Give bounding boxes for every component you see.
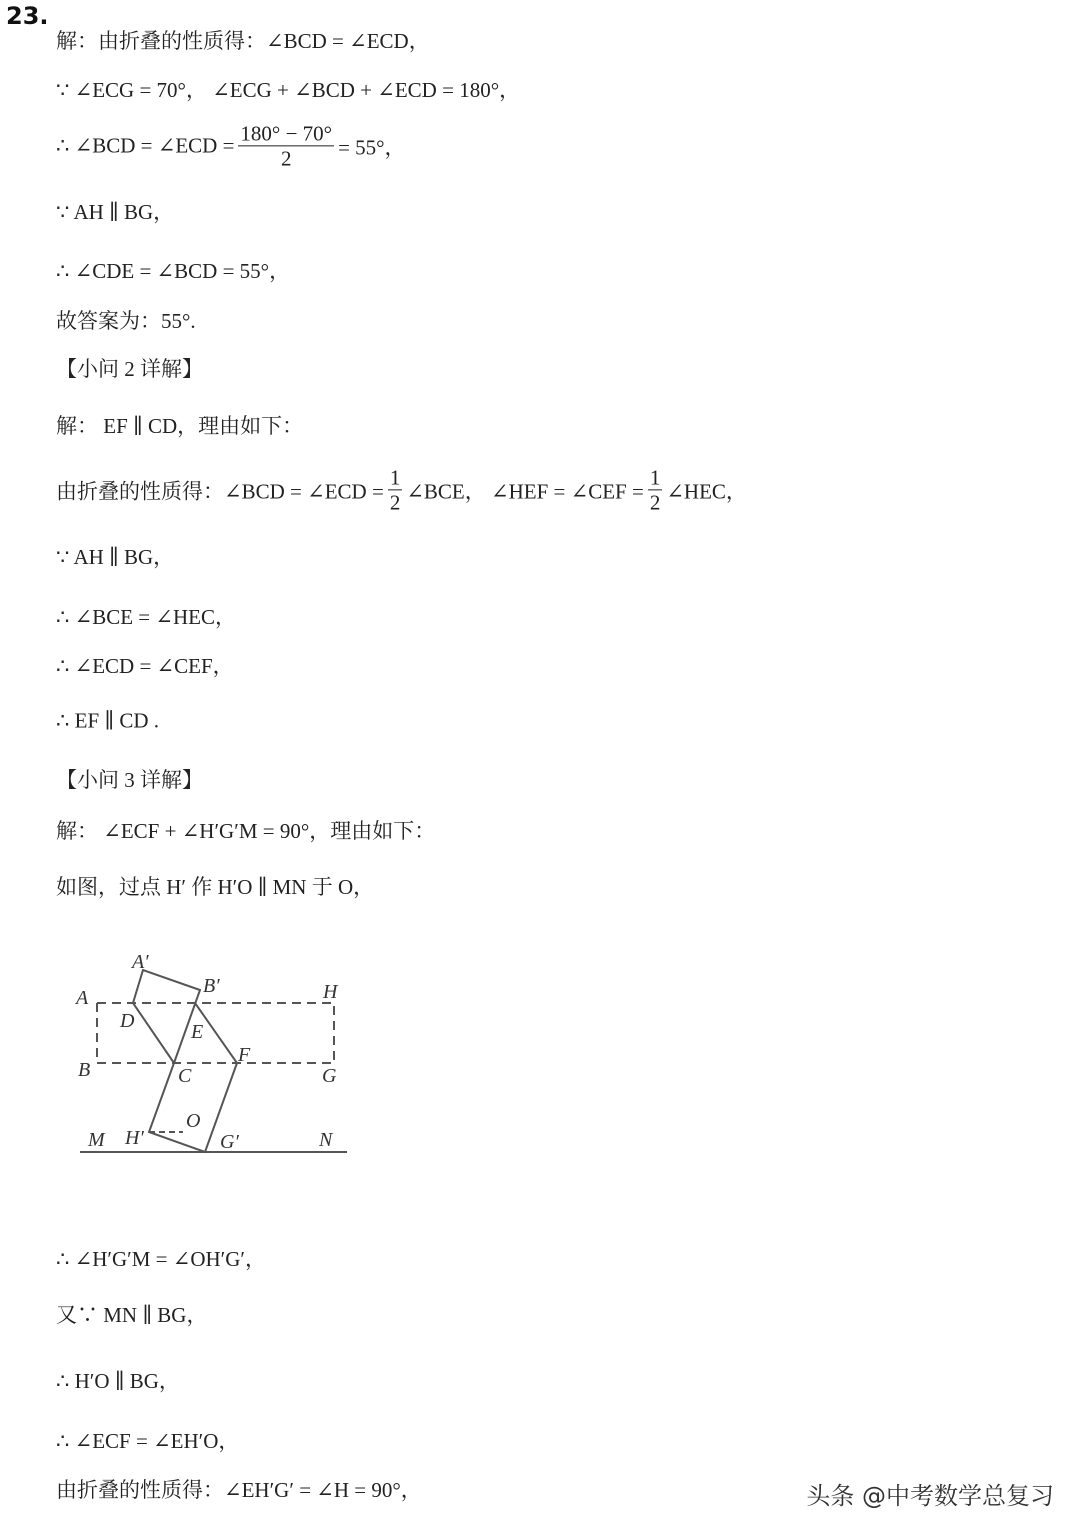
text-segment: ∠BCE， ∠HEF = ∠CEF = <box>406 479 644 503</box>
text-segment: 【小问 3 详解】 <box>56 768 203 792</box>
text-segment: ∴ EF ∥ CD . <box>56 708 159 733</box>
label-b: B <box>78 1059 91 1081</box>
label-e: E <box>191 1021 204 1043</box>
text-segment: ∴ ∠ECD = ∠CEF， <box>56 654 234 678</box>
text-segment: ∴ ∠BCE = ∠HEC， <box>56 605 236 629</box>
text-segment: ∵ AH ∥ BG， <box>56 545 175 569</box>
text-segment: ∴ ∠ECF = ∠EH′O， <box>56 1429 240 1453</box>
numerator: 1 <box>389 465 401 490</box>
numerator: 1 <box>649 465 661 490</box>
text-segment: ∴ ∠H′G′M = ∠OH′G′， <box>56 1247 267 1271</box>
label-c: C <box>178 1065 192 1087</box>
text-segment: ∴ H′O ∥ BG， <box>56 1369 180 1393</box>
label-a-prime: A′ <box>132 951 149 973</box>
text-segment: = 55°， <box>338 135 406 159</box>
question-number: 23. <box>6 2 49 30</box>
text-segment: 【小问 2 详解】 <box>56 357 203 381</box>
text-segment: 解： EF ∥ CD，理由如下： <box>56 414 304 438</box>
text-segment: ∵ ∠ECG = 70°， ∠ECG + ∠BCD + ∠ECD = 180°， <box>56 78 521 102</box>
text-segment: 故答案为：55°. <box>56 309 196 333</box>
watermark: 头条 @中考数学总复习 <box>806 1482 1054 1510</box>
text-segment: 又∵ MN ∥ BG， <box>56 1303 208 1327</box>
text-segment: ∵ AH ∥ BG， <box>56 200 175 224</box>
text-segment: 由折叠的性质得：∠EH′G′ = ∠H = 90°， <box>56 1478 422 1502</box>
text-segment: ∴ ∠BCD = ∠ECD = <box>56 133 235 158</box>
text-segment: 如图，过点 H′ 作 H′O ∥ MN 于 O， <box>56 875 375 899</box>
denominator: 2 <box>389 490 401 515</box>
label-h-prime: H′ <box>125 1127 144 1149</box>
denominator: 2 <box>280 146 292 171</box>
text-segment: ∴ ∠CDE = ∠BCD = 55°， <box>56 259 291 283</box>
label-d: D <box>120 1010 135 1032</box>
label-g: G <box>322 1065 337 1087</box>
label-n: N <box>319 1129 333 1151</box>
text-segment: 解：由折叠的性质得：∠BCD = ∠ECD， <box>56 29 430 53</box>
numerator: 180° − 70° <box>240 121 333 146</box>
label-o: O <box>186 1110 201 1132</box>
text-segment: 由折叠的性质得：∠BCD = ∠ECD = <box>56 479 384 503</box>
text-segment: 解： ∠ECF + ∠H′G′M = 90°，理由如下： <box>56 819 436 843</box>
denominator: 2 <box>649 490 661 515</box>
label-a: A <box>76 987 89 1009</box>
label-f: F <box>238 1044 251 1066</box>
label-m: M <box>88 1129 105 1151</box>
label-g-prime: G′ <box>220 1131 239 1153</box>
text-segment: ∠HEC， <box>666 479 747 503</box>
label-h: H <box>323 981 338 1003</box>
label-b-prime: B′ <box>203 975 220 997</box>
